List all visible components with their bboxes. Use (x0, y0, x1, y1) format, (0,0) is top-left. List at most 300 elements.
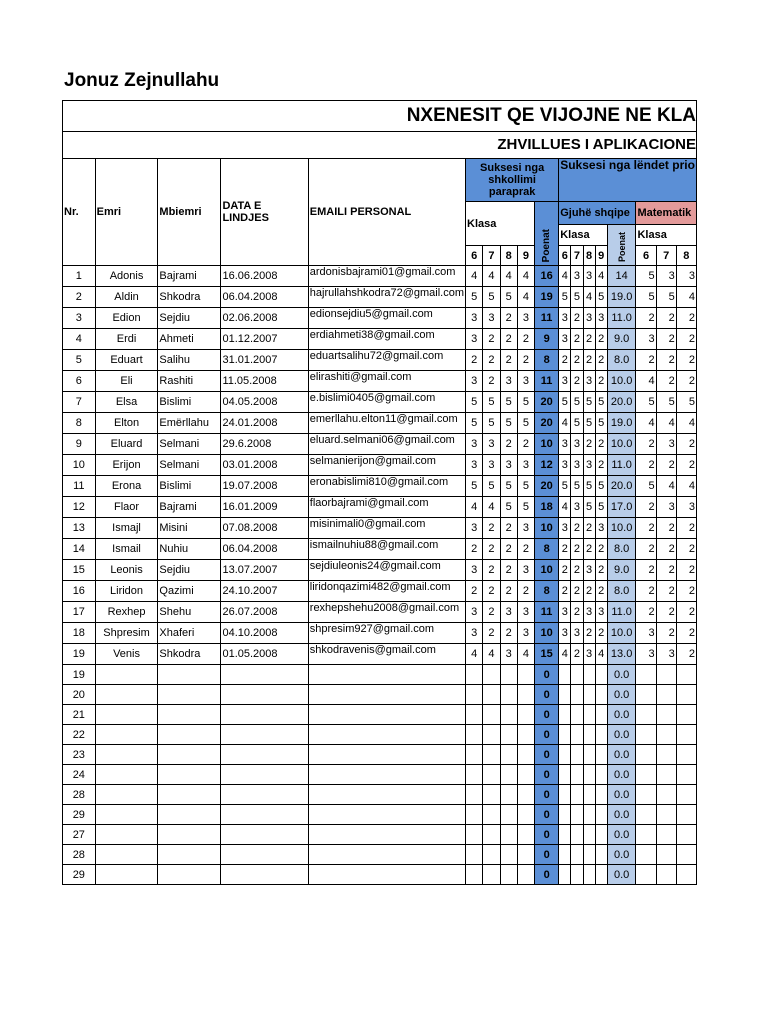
cell-data-lindjes: 01.05.2008 (221, 644, 308, 665)
cell-empty (483, 725, 500, 745)
cell-grade: 5 (517, 392, 534, 413)
cell-empty (571, 785, 583, 805)
cell-grade: 2 (483, 539, 500, 560)
cell-data-lindjes: 26.07.2008 (221, 602, 308, 623)
cell-poenat: 12 (535, 455, 559, 476)
cell-empty (500, 865, 517, 885)
cell-gjuhe-grade: 2 (571, 602, 583, 623)
cell-poenat: 10 (535, 623, 559, 644)
cell-grade: 2 (517, 434, 534, 455)
cell-empty (559, 705, 571, 725)
cell-emri: Rexhep (95, 602, 158, 623)
cell-email: liridonqazimi482@gmail.com (308, 581, 465, 602)
cell-data-lindjes: 31.01.2007 (221, 350, 308, 371)
cell-empty (636, 825, 656, 845)
gjuhe-grade-header-7: 7 (571, 246, 583, 266)
cell-gjuhe-grade: 5 (559, 476, 571, 497)
cell-gjuhe-grade: 5 (583, 476, 595, 497)
cell-empty (583, 865, 595, 885)
cell-gjuhe-grade: 2 (583, 434, 595, 455)
cell-empty (517, 745, 534, 765)
cell-mat-grade: 2 (656, 455, 676, 476)
cell-empty (517, 705, 534, 725)
cell-grade: 5 (466, 413, 483, 434)
empty-row (63, 865, 697, 885)
table-row (63, 539, 697, 560)
cell-grade: 4 (517, 644, 534, 665)
cell-empty (517, 865, 534, 885)
spreadsheet (62, 100, 697, 890)
cell-mat-grade: 2 (636, 518, 656, 539)
cell-mat-grade: 2 (636, 350, 656, 371)
cell-gjuhe-poenat: 11.0 (607, 455, 636, 476)
cell-grade: 2 (483, 581, 500, 602)
cell-gjuhe-grade: 3 (583, 371, 595, 392)
cell-email: flaorbajrami@gmail.com (308, 497, 465, 518)
cell-mat-grade: 2 (676, 581, 696, 602)
cell-empty (583, 745, 595, 765)
cell-empty (308, 785, 465, 805)
cell-mat-grade: 5 (636, 476, 656, 497)
cell-grade: 5 (500, 476, 517, 497)
cell-emri: Ismail (95, 539, 158, 560)
cell-grade: 2 (517, 539, 534, 560)
header-data-lindjes: DATA E LINDJES (221, 159, 308, 266)
cell-gjuhe-grade: 3 (571, 434, 583, 455)
cell-grade: 3 (517, 308, 534, 329)
cell-email: rexhepshehu2008@gmail.com (308, 602, 465, 623)
table-row (63, 518, 697, 539)
cell-grade: 3 (466, 371, 483, 392)
cell-gjuhe-poenat: 0.0 (607, 705, 636, 725)
cell-grade: 5 (466, 392, 483, 413)
cell-empty (158, 765, 221, 785)
cell-empty (95, 785, 158, 805)
cell-gjuhe-poenat: 10.0 (607, 623, 636, 644)
cell-empty (466, 725, 483, 745)
cell-grade: 5 (500, 287, 517, 308)
cell-mbiemri: Bislimi (158, 392, 221, 413)
cell-nr: 24 (63, 765, 96, 785)
cell-empty (595, 685, 607, 705)
cell-empty (158, 845, 221, 865)
cell-grade: 3 (466, 434, 483, 455)
cell-grade: 4 (500, 266, 517, 287)
cell-empty (221, 825, 308, 845)
cell-empty (559, 745, 571, 765)
cell-poenat: 11 (535, 371, 559, 392)
cell-data-lindjes: 04.05.2008 (221, 392, 308, 413)
cell-grade: 2 (483, 329, 500, 350)
cell-grade: 2 (517, 581, 534, 602)
mat-grade-header-6: 6 (636, 246, 656, 266)
cell-empty (308, 685, 465, 705)
cell-email: eluard.selmani06@gmail.com (308, 434, 465, 455)
cell-empty (559, 845, 571, 865)
cell-empty (221, 785, 308, 805)
cell-mbiemri: Ahmeti (158, 329, 221, 350)
cell-gjuhe-grade: 2 (595, 434, 607, 455)
table-row (63, 392, 697, 413)
cell-mat-grade: 4 (656, 476, 676, 497)
cell-empty (571, 685, 583, 705)
cell-mat-grade: 2 (676, 371, 696, 392)
cell-empty (221, 705, 308, 725)
cell-mat-grade: 2 (636, 497, 656, 518)
cell-gjuhe-grade: 3 (595, 602, 607, 623)
cell-empty (676, 745, 696, 765)
cell-empty (595, 765, 607, 785)
cell-nr: 4 (63, 329, 96, 350)
cell-gjuhe-grade: 2 (571, 581, 583, 602)
cell-gjuhe-grade: 3 (559, 371, 571, 392)
cell-empty (636, 845, 656, 865)
cell-grade: 3 (517, 518, 534, 539)
cell-nr: 7 (63, 392, 96, 413)
cell-data-lindjes: 11.05.2008 (221, 371, 308, 392)
cell-gjuhe-grade: 2 (559, 539, 571, 560)
cell-email: eduartsalihu72@gmail.com (308, 350, 465, 371)
cell-grade: 2 (483, 518, 500, 539)
header-emri: Emri (95, 159, 158, 266)
cell-gjuhe-poenat: 0.0 (607, 825, 636, 845)
cell-empty (466, 705, 483, 725)
cell-empty (583, 685, 595, 705)
cell-gjuhe-grade: 3 (595, 308, 607, 329)
cell-mat-grade: 3 (656, 497, 676, 518)
cell-data-lindjes: 01.12.2007 (221, 329, 308, 350)
cell-emri: Aldin (95, 287, 158, 308)
cell-empty (636, 725, 656, 745)
cell-data-lindjes: 04.10.2008 (221, 623, 308, 644)
cell-empty (595, 865, 607, 885)
cell-grade: 3 (466, 518, 483, 539)
cell-mat-grade: 2 (656, 518, 676, 539)
cell-data-lindjes: 13.07.2007 (221, 560, 308, 581)
cell-gjuhe-poenat: 0.0 (607, 745, 636, 765)
cell-gjuhe-grade: 4 (559, 266, 571, 287)
table-row (63, 623, 697, 644)
cell-empty (571, 765, 583, 785)
cell-empty (571, 705, 583, 725)
cell-emri: Shpresim (95, 623, 158, 644)
cell-gjuhe-grade: 5 (595, 413, 607, 434)
header-matematik: Matematik (636, 202, 697, 225)
table-row (63, 602, 697, 623)
cell-gjuhe-grade: 5 (571, 476, 583, 497)
empty-row (63, 825, 697, 845)
grade-header-8: 8 (500, 246, 517, 266)
cell-gjuhe-poenat: 19.0 (607, 287, 636, 308)
cell-email: emerllahu.elton11@gmail.com (308, 413, 465, 434)
table-row (63, 560, 697, 581)
cell-grade: 3 (517, 371, 534, 392)
cell-empty (500, 805, 517, 825)
cell-gjuhe-grade: 5 (595, 392, 607, 413)
table-row (63, 644, 697, 665)
cell-empty (583, 665, 595, 685)
cell-email: hajrullahshkodra72@gmail.com (308, 287, 465, 308)
cell-mat-grade: 2 (676, 455, 696, 476)
cell-mat-grade: 2 (676, 560, 696, 581)
cell-empty (656, 745, 676, 765)
cell-emri: Elton (95, 413, 158, 434)
empty-row (63, 685, 697, 705)
cell-empty (158, 725, 221, 745)
cell-empty (466, 805, 483, 825)
cell-grade: 4 (517, 266, 534, 287)
cell-gjuhe-grade: 2 (583, 350, 595, 371)
cell-email: elirashiti@gmail.com (308, 371, 465, 392)
cell-gjuhe-grade: 3 (559, 602, 571, 623)
table-row (63, 497, 697, 518)
cell-nr: 21 (63, 705, 96, 725)
cell-nr: 20 (63, 685, 96, 705)
cell-empty (500, 725, 517, 745)
cell-poenat: 0 (535, 805, 559, 825)
cell-emri: Eluard (95, 434, 158, 455)
cell-nr: 2 (63, 287, 96, 308)
cell-poenat: 10 (535, 518, 559, 539)
cell-poenat: 8 (535, 581, 559, 602)
cell-gjuhe-grade: 5 (571, 413, 583, 434)
table-row (63, 434, 697, 455)
cell-data-lindjes: 03.01.2008 (221, 455, 308, 476)
cell-mat-grade: 3 (656, 266, 676, 287)
cell-gjuhe-grade: 2 (583, 518, 595, 539)
cell-gjuhe-grade: 2 (583, 581, 595, 602)
cell-nr: 23 (63, 745, 96, 765)
cell-grade: 3 (466, 623, 483, 644)
empty-row (63, 805, 697, 825)
cell-empty (676, 805, 696, 825)
cell-poenat: 11 (535, 602, 559, 623)
cell-mat-grade: 3 (656, 434, 676, 455)
cell-gjuhe-poenat: 8.0 (607, 539, 636, 560)
header-gjuhe-shqipe: Gjuhë shqipe (559, 202, 636, 225)
cell-grade: 2 (483, 371, 500, 392)
cell-mat-grade: 4 (676, 476, 696, 497)
sheet-title: NXENESIT QE VIJOJNE NE KLA (63, 101, 697, 132)
cell-grade: 5 (500, 392, 517, 413)
cell-gjuhe-poenat: 0.0 (607, 665, 636, 685)
cell-gjuhe-grade: 2 (571, 329, 583, 350)
cell-empty (158, 825, 221, 845)
cell-empty (308, 825, 465, 845)
cell-empty (583, 705, 595, 725)
table-row (63, 413, 697, 434)
cell-poenat: 8 (535, 539, 559, 560)
cell-empty (595, 825, 607, 845)
cell-gjuhe-poenat: 8.0 (607, 350, 636, 371)
cell-data-lindjes: 07.08.2008 (221, 518, 308, 539)
cell-gjuhe-grade: 3 (571, 455, 583, 476)
cell-gjuhe-grade: 5 (559, 287, 571, 308)
cell-empty (676, 785, 696, 805)
cell-emri: Erijon (95, 455, 158, 476)
cell-gjuhe-poenat: 14 (607, 266, 636, 287)
cell-mbiemri: Misini (158, 518, 221, 539)
cell-empty (466, 845, 483, 865)
cell-grade: 2 (483, 602, 500, 623)
cell-empty (308, 745, 465, 765)
cell-gjuhe-grade: 5 (583, 497, 595, 518)
mat-grade-header-8: 8 (676, 246, 696, 266)
cell-gjuhe-grade: 2 (571, 644, 583, 665)
cell-empty (656, 765, 676, 785)
cell-nr: 8 (63, 413, 96, 434)
table-row (63, 329, 697, 350)
cell-empty (158, 785, 221, 805)
cell-empty (583, 845, 595, 865)
cell-gjuhe-grade: 2 (595, 329, 607, 350)
table-row (63, 266, 697, 287)
cell-gjuhe-grade: 3 (559, 455, 571, 476)
table-row (63, 581, 697, 602)
cell-empty (158, 705, 221, 725)
gjuhe-grade-header-6: 6 (559, 246, 571, 266)
cell-nr: 13 (63, 518, 96, 539)
cell-mat-grade: 2 (656, 350, 676, 371)
gjuhe-grade-header-8: 8 (583, 246, 595, 266)
cell-grade: 3 (500, 644, 517, 665)
cell-mbiemri: Bajrami (158, 497, 221, 518)
header-nr: Nr. (63, 159, 96, 266)
cell-empty (466, 825, 483, 845)
cell-nr: 6 (63, 371, 96, 392)
cell-empty (221, 745, 308, 765)
cell-gjuhe-poenat: 9.0 (607, 329, 636, 350)
cell-empty (500, 785, 517, 805)
cell-email: shkodravenis@gmail.com (308, 644, 465, 665)
cell-gjuhe-grade: 4 (595, 644, 607, 665)
cell-grade: 2 (466, 581, 483, 602)
cell-empty (571, 665, 583, 685)
cell-empty (571, 805, 583, 825)
cell-empty (221, 845, 308, 865)
cell-emri: Flaor (95, 497, 158, 518)
cell-gjuhe-grade: 2 (595, 455, 607, 476)
cell-empty (308, 705, 465, 725)
cell-empty (636, 785, 656, 805)
mat-grade-header-7: 7 (656, 246, 676, 266)
cell-poenat: 19 (535, 287, 559, 308)
empty-row (63, 705, 697, 725)
cell-empty (559, 685, 571, 705)
cell-mat-grade: 3 (656, 644, 676, 665)
cell-empty (656, 705, 676, 725)
cell-grade: 4 (466, 266, 483, 287)
cell-data-lindjes: 19.07.2008 (221, 476, 308, 497)
cell-empty (676, 845, 696, 865)
cell-poenat: 0 (535, 725, 559, 745)
cell-empty (517, 665, 534, 685)
cell-poenat: 0 (535, 865, 559, 885)
cell-gjuhe-grade: 2 (571, 560, 583, 581)
cell-poenat: 0 (535, 845, 559, 865)
cell-empty (95, 745, 158, 765)
cell-empty (583, 805, 595, 825)
cell-mat-grade: 2 (656, 602, 676, 623)
cell-mat-grade: 2 (676, 602, 696, 623)
cell-empty (595, 785, 607, 805)
cell-empty (158, 805, 221, 825)
cell-empty (676, 685, 696, 705)
cell-empty (483, 805, 500, 825)
cell-grade: 2 (483, 623, 500, 644)
cell-gjuhe-grade: 3 (571, 497, 583, 518)
cell-grade: 5 (500, 413, 517, 434)
cell-mbiemri: Bajrami (158, 266, 221, 287)
cell-gjuhe-grade: 4 (559, 644, 571, 665)
cell-mat-grade: 4 (676, 413, 696, 434)
cell-empty (221, 685, 308, 705)
cell-mat-grade: 4 (656, 413, 676, 434)
cell-empty (95, 825, 158, 845)
cell-mat-grade: 5 (656, 392, 676, 413)
cell-gjuhe-grade: 4 (559, 413, 571, 434)
table-row (63, 350, 697, 371)
cell-grade: 3 (466, 455, 483, 476)
cell-poenat: 20 (535, 392, 559, 413)
cell-empty (656, 865, 676, 885)
cell-empty (517, 805, 534, 825)
cell-mbiemri: Xhaferi (158, 623, 221, 644)
cell-grade: 5 (483, 476, 500, 497)
cell-grade: 3 (517, 602, 534, 623)
cell-gjuhe-grade: 2 (595, 623, 607, 644)
cell-empty (571, 825, 583, 845)
cell-grade: 2 (517, 329, 534, 350)
cell-empty (308, 845, 465, 865)
cell-grade: 3 (466, 329, 483, 350)
cell-empty (466, 685, 483, 705)
cell-mbiemri: Bislimi (158, 476, 221, 497)
cell-empty (595, 805, 607, 825)
cell-data-lindjes: 16.06.2008 (221, 266, 308, 287)
cell-poenat: 9 (535, 329, 559, 350)
cell-grade: 5 (483, 413, 500, 434)
cell-nr: 22 (63, 725, 96, 745)
empty-row (63, 745, 697, 765)
cell-poenat: 0 (535, 785, 559, 805)
cell-empty (676, 705, 696, 725)
header-poenat-gjuhe: Poenat (607, 225, 636, 266)
cell-nr: 1 (63, 266, 96, 287)
cell-gjuhe-grade: 5 (571, 287, 583, 308)
gjuhe-grade-header-9: 9 (595, 246, 607, 266)
cell-grade: 5 (517, 497, 534, 518)
cell-mat-grade: 2 (676, 350, 696, 371)
cell-gjuhe-grade: 2 (583, 329, 595, 350)
cell-gjuhe-grade: 2 (571, 308, 583, 329)
cell-empty (95, 725, 158, 745)
header-poenat: Poenat (535, 202, 559, 266)
cell-empty (517, 845, 534, 865)
cell-gjuhe-grade: 3 (595, 518, 607, 539)
cell-empty (571, 745, 583, 765)
cell-empty (221, 865, 308, 885)
cell-nr: 5 (63, 350, 96, 371)
cell-grade: 5 (466, 476, 483, 497)
cell-data-lindjes: 16.01.2009 (221, 497, 308, 518)
cell-gjuhe-poenat: 8.0 (607, 581, 636, 602)
cell-email: ismailnuhiu88@gmail.com (308, 539, 465, 560)
cell-emri: Venis (95, 644, 158, 665)
cell-empty (95, 865, 158, 885)
cell-gjuhe-poenat: 0.0 (607, 725, 636, 745)
cell-empty (636, 805, 656, 825)
